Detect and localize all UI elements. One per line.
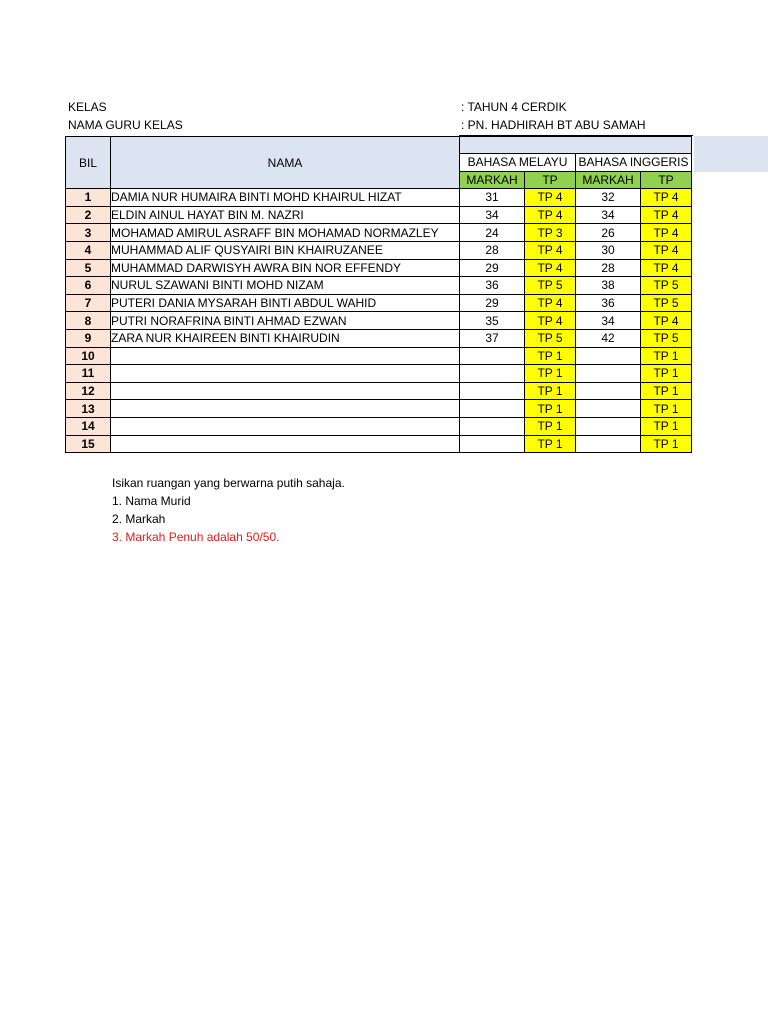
cell-bm-tp: TP 1	[525, 400, 576, 418]
cell-bi-markah[interactable]	[576, 417, 641, 435]
cell-bm-tp: TP 4	[525, 312, 576, 330]
cell-bm-markah[interactable]: 29	[460, 294, 525, 312]
header-bil: BIL	[66, 137, 111, 189]
cell-bi-markah[interactable]	[576, 347, 641, 365]
cell-bm-markah[interactable]: 36	[460, 277, 525, 295]
cell-bi-tp: TP 4	[641, 224, 692, 242]
table-row	[66, 259, 692, 277]
cell-bi-markah[interactable]: 42	[576, 329, 641, 347]
table-row	[66, 382, 692, 400]
cell-bm-tp: TP 1	[525, 347, 576, 365]
cell-bi-markah[interactable]: 30	[576, 241, 641, 259]
cell-bi-tp: TP 1	[641, 365, 692, 383]
cell-bi-markah[interactable]: 38	[576, 277, 641, 295]
cell-nama[interactable]: ELDIN AINUL HAYAT BIN M. NAZRI	[111, 206, 460, 224]
header-fill-extension	[694, 136, 768, 172]
cell-bm-markah[interactable]: 34	[460, 206, 525, 224]
cell-bm-markah[interactable]	[460, 435, 525, 453]
cell-bi-markah[interactable]: 26	[576, 224, 641, 242]
cell-bm-tp: TP 1	[525, 382, 576, 400]
header-bm-tp: TP	[525, 171, 576, 189]
cell-bil: 8	[66, 312, 111, 330]
cell-bm-markah[interactable]: 29	[460, 259, 525, 277]
table-row	[66, 312, 692, 330]
cell-nama[interactable]: ZARA NUR KHAIREEN BINTI KHAIRUDIN	[111, 329, 460, 347]
cell-bm-markah[interactable]: 28	[460, 241, 525, 259]
cell-nama[interactable]: NURUL SZAWANI BINTI MOHD NIZAM	[111, 277, 460, 295]
header-bi-tp: TP	[641, 171, 692, 189]
cell-bm-markah[interactable]: 31	[460, 189, 525, 207]
cell-bi-tp: TP 4	[641, 189, 692, 207]
cell-nama[interactable]: DAMIA NUR HUMAIRA BINTI MOHD KHAIRUL HIZAT	[111, 189, 460, 207]
cell-bm-tp: TP 3	[525, 224, 576, 242]
table-row	[66, 206, 692, 224]
cell-bi-markah[interactable]: 34	[576, 312, 641, 330]
header-row-subjects	[66, 137, 692, 154]
header-nama: NAMA	[111, 137, 460, 189]
cell-bil: 4	[66, 241, 111, 259]
cell-bil: 15	[66, 435, 111, 453]
cell-bi-tp: TP 5	[641, 277, 692, 295]
table-row	[66, 347, 692, 365]
cell-nama[interactable]: PUTRI NORAFRINA BINTI AHMAD EZWAN	[111, 312, 460, 330]
cell-bil: 12	[66, 382, 111, 400]
cell-bm-tp: TP 4	[525, 241, 576, 259]
cell-nama[interactable]	[111, 365, 460, 383]
cell-bm-tp: TP 4	[525, 294, 576, 312]
table-row	[66, 241, 692, 259]
instruction-item-1: 1. Nama Murid	[112, 494, 191, 508]
cell-nama[interactable]	[111, 435, 460, 453]
cell-bi-tp: TP 4	[641, 312, 692, 330]
cell-bi-tp: TP 1	[641, 417, 692, 435]
cell-nama[interactable]	[111, 417, 460, 435]
table-row	[66, 294, 692, 312]
kelas-value[interactable]: : TAHUN 4 CERDIK	[461, 100, 567, 114]
cell-bil: 14	[66, 417, 111, 435]
table-row	[66, 417, 692, 435]
student-marks-table	[65, 136, 692, 453]
cell-bi-markah[interactable]: 32	[576, 189, 641, 207]
cell-bil: 5	[66, 259, 111, 277]
instruction-item-2: 2. Markah	[112, 512, 166, 526]
cell-bi-tp: TP 4	[641, 206, 692, 224]
cell-bi-markah[interactable]: 28	[576, 259, 641, 277]
instructions	[112, 474, 345, 546]
cell-bil: 9	[66, 329, 111, 347]
cell-bil: 1	[66, 189, 111, 207]
cell-bil: 6	[66, 277, 111, 295]
cell-bil: 10	[66, 347, 111, 365]
cell-bi-markah[interactable]	[576, 382, 641, 400]
cell-bil: 11	[66, 365, 111, 383]
cell-bi-markah[interactable]: 34	[576, 206, 641, 224]
table-row	[66, 435, 692, 453]
cell-bm-tp: TP 1	[525, 365, 576, 383]
cell-bi-tp: TP 1	[641, 382, 692, 400]
header-bahasa-inggeris: BAHASA INGGERIS	[576, 154, 692, 172]
header-top-blank	[460, 137, 692, 154]
cell-bm-tp: TP 4	[525, 189, 576, 207]
header-bm-markah: MARKAH	[460, 171, 525, 189]
table-row	[66, 277, 692, 295]
cell-bil: 2	[66, 206, 111, 224]
cell-bi-tp: TP 1	[641, 347, 692, 365]
cell-bm-tp: TP 4	[525, 206, 576, 224]
cell-bil: 3	[66, 224, 111, 242]
cell-bi-tp: TP 5	[641, 294, 692, 312]
table-row	[66, 329, 692, 347]
guru-kelas-label: NAMA GURU KELAS	[68, 118, 183, 132]
cell-bm-markah[interactable]	[460, 382, 525, 400]
cell-bm-markah[interactable]	[460, 417, 525, 435]
table-row	[66, 224, 692, 242]
cell-bi-tp: TP 1	[641, 400, 692, 418]
cell-bil: 7	[66, 294, 111, 312]
cell-bi-markah[interactable]	[576, 435, 641, 453]
table-row	[66, 365, 692, 383]
cell-nama[interactable]: MUHAMMAD ALIF QUSYAIRI BIN KHAIRUZANEE	[111, 241, 460, 259]
kelas-label: KELAS	[68, 100, 107, 114]
guru-kelas-value[interactable]: : PN. HADHIRAH BT ABU SAMAH	[461, 118, 646, 132]
cell-bil: 13	[66, 400, 111, 418]
cell-nama[interactable]	[111, 400, 460, 418]
cell-bm-tp: TP 1	[525, 435, 576, 453]
cell-bm-tp: TP 5	[525, 329, 576, 347]
cell-bm-tp: TP 5	[525, 277, 576, 295]
instructions-intro: Isikan ruangan yang berwarna putih sahaja.	[112, 476, 345, 490]
cell-bm-markah[interactable]: 24	[460, 224, 525, 242]
cell-bi-markah[interactable]	[576, 400, 641, 418]
cell-nama[interactable]: PUTERI DANIA MYSARAH BINTI ABDUL WAHID	[111, 294, 460, 312]
cell-bm-tp: TP 4	[525, 259, 576, 277]
cell-nama[interactable]	[111, 347, 460, 365]
cell-bi-tp: TP 1	[641, 435, 692, 453]
header-bi-markah: MARKAH	[576, 171, 641, 189]
cell-nama[interactable]: MOHAMAD AMIRUL ASRAFF BIN MOHAMAD NORMAZLEY	[111, 224, 460, 242]
cell-bm-tp: TP 1	[525, 417, 576, 435]
cell-bm-markah[interactable]: 37	[460, 329, 525, 347]
cell-bi-tp: TP 4	[641, 241, 692, 259]
cell-bm-markah[interactable]	[460, 347, 525, 365]
table-row	[66, 189, 692, 207]
cell-bm-markah[interactable]: 35	[460, 312, 525, 330]
cell-bm-markah[interactable]	[460, 400, 525, 418]
cell-bi-tp: TP 5	[641, 329, 692, 347]
cell-bi-markah[interactable]	[576, 365, 641, 383]
cell-nama[interactable]	[111, 382, 460, 400]
header-bahasa-melayu: BAHASA MELAYU	[460, 154, 576, 172]
cell-bi-tp: TP 4	[641, 259, 692, 277]
cell-bm-markah[interactable]	[460, 365, 525, 383]
instruction-item-3: 3. Markah Penuh adalah 50/50.	[112, 530, 280, 544]
cell-bi-markah[interactable]: 36	[576, 294, 641, 312]
cell-nama[interactable]: MUHAMMAD DARWISYH AWRA BIN NOR EFFENDY	[111, 259, 460, 277]
table-row	[66, 400, 692, 418]
